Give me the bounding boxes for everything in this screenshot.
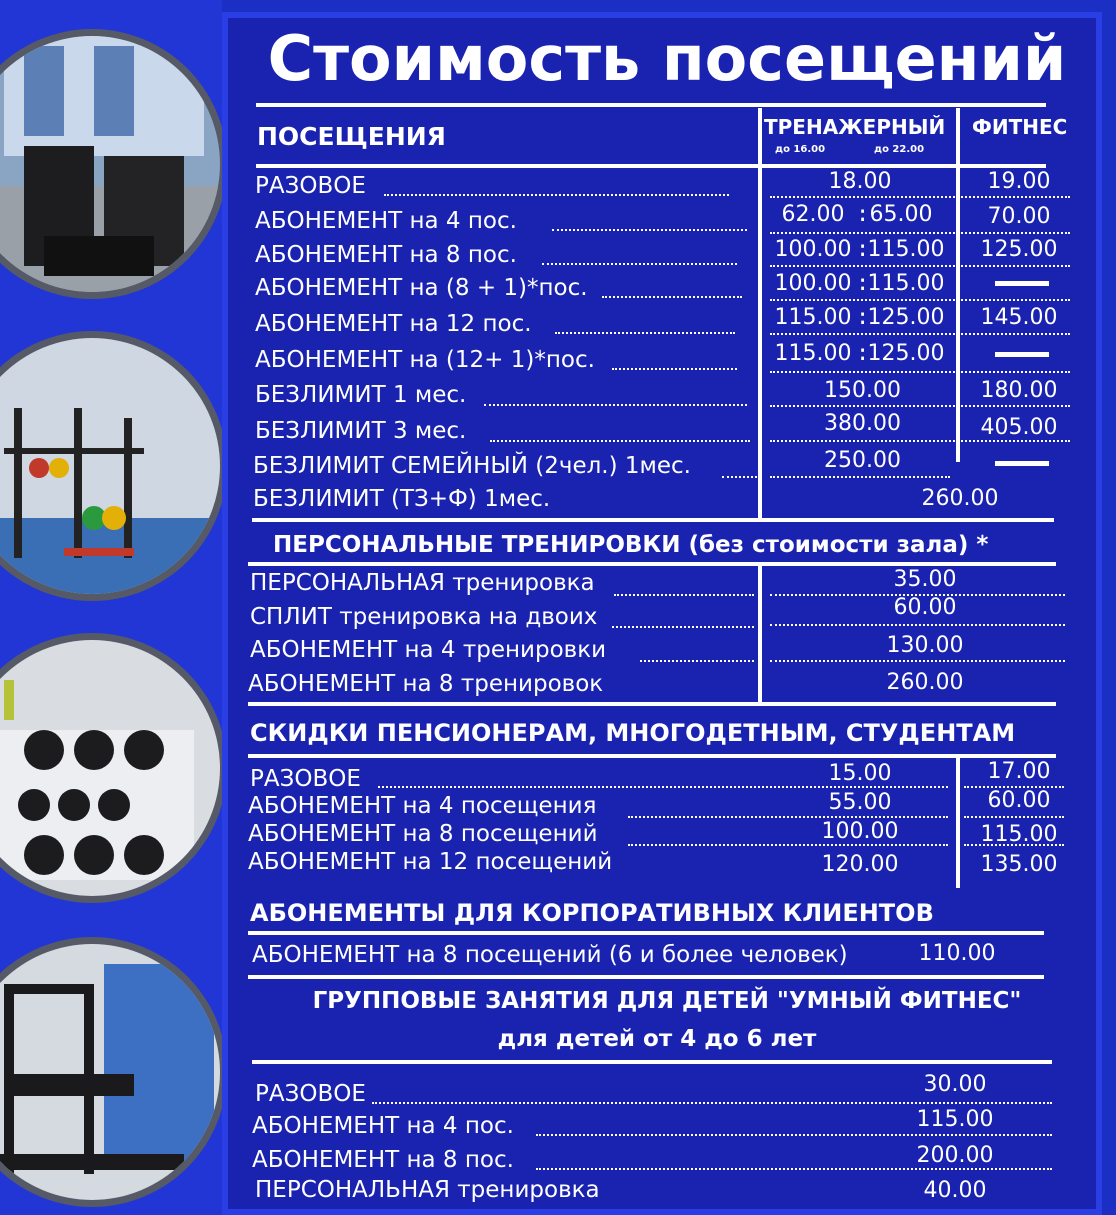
visits-bottom-line <box>252 518 1054 522</box>
photo-column <box>0 0 222 1215</box>
visits-row-label: БЕЗЛИМИТ (ТЗ+Ф) 1мес. <box>253 486 551 512</box>
column-separator: : <box>856 305 870 330</box>
discounts-header: СКИДКИ ПЕНСИОНЕРАМ, МНОГОДЕТНЫМ, СТУДЕНТАМ <box>250 719 1016 747</box>
dot-leader <box>372 1102 1052 1104</box>
discounts-row-gym: 100.00 <box>821 819 899 844</box>
dot-leader <box>964 816 1064 818</box>
visits-row-gym22: 115.00 <box>867 271 945 296</box>
kids-header: ГРУППОВЫЕ ЗАНЯТИЯ ДЛЯ ДЕТЕЙ "УМНЫЙ ФИТНЕС" <box>312 988 1022 1014</box>
column-separator: : <box>856 341 870 366</box>
photo-racks <box>0 338 220 594</box>
kids-row-label: ПЕРСОНАЛЬНАЯ тренировка <box>255 1177 600 1203</box>
discounts-row-label: РАЗОВОЕ <box>250 766 361 792</box>
visits-row-label: БЕЗЛИМИТ 3 мес. <box>255 418 467 444</box>
visits-row-gym22: 125.00 <box>867 341 945 366</box>
visits-row-fitness: 145.00 <box>980 305 1058 330</box>
dot-leader <box>552 229 747 231</box>
dot-leader <box>542 263 737 265</box>
fitness-column-divider <box>956 108 960 462</box>
visits-row-gym: 18.00 <box>828 169 892 194</box>
dot-leader <box>555 332 735 334</box>
gym-until-16-label: до 16.00 <box>775 144 826 155</box>
personal-row-label: СПЛИТ тренировка на двоих <box>250 604 598 630</box>
visits-row-label: АБОНЕМЕНТ на 8 пос. <box>255 242 517 268</box>
gym-column-header: ТРЕНАЖЕРНЫЙ <box>764 115 946 139</box>
visits-row-combined: 260.00 <box>921 486 999 511</box>
machine-image <box>0 944 220 1200</box>
photo-treadmills <box>0 36 220 292</box>
visits-row-fitness-dash <box>995 281 1049 286</box>
personal-row-price: 60.00 <box>893 595 957 620</box>
personal-row-label: АБОНЕМЕНТ на 8 тренировок <box>248 671 604 697</box>
dumbbell-image <box>0 640 220 896</box>
discounts-column-divider <box>956 756 960 888</box>
discounts-row-label: АБОНЕМЕНТ на 4 посещения <box>248 793 597 819</box>
column-separator: : <box>856 271 870 296</box>
corporate-row-price: 110.00 <box>918 941 996 966</box>
visits-row-gym16: 62.00 <box>781 202 845 227</box>
gym-column-divider <box>758 108 762 520</box>
discounts-row-fitness: 135.00 <box>980 852 1058 877</box>
visits-row-label: АБОНЕМЕНТ на 4 пос. <box>255 208 517 234</box>
dot-leader <box>770 660 1065 662</box>
corporate-row-label: АБОНЕМЕНТ на 8 посещений (6 и более человек) <box>252 942 848 968</box>
dot-leader <box>770 624 1065 626</box>
visits-row-fitness-dash <box>995 352 1049 357</box>
dot-leader <box>770 440 1070 442</box>
dot-leader <box>770 196 1070 198</box>
corporate-header-line <box>248 931 1044 935</box>
column-separator: : <box>856 202 870 227</box>
visits-row-label: РАЗОВОЕ <box>255 173 366 199</box>
kids-subheader: для детей от 4 до 6 лет <box>497 1026 817 1052</box>
title-underline <box>256 103 1046 107</box>
visits-row-fitness: 405.00 <box>980 415 1058 440</box>
kids-header-line <box>252 1060 1052 1064</box>
treadmill-image <box>0 36 220 292</box>
dot-leader <box>612 626 754 628</box>
personal-row-price: 130.00 <box>886 633 964 658</box>
kids-row-price: 30.00 <box>923 1072 987 1097</box>
discounts-row-label: АБОНЕМЕНТ на 8 посещений <box>248 821 598 847</box>
dot-leader <box>602 296 742 298</box>
visits-row-fitness: 125.00 <box>980 237 1058 262</box>
personal-column-divider <box>758 564 762 704</box>
visits-row-fitness: 19.00 <box>987 169 1051 194</box>
visits-row-gym16: 100.00 <box>774 271 852 296</box>
discounts-row-fitness: 17.00 <box>987 759 1051 784</box>
kids-row-label: РАЗОВОЕ <box>255 1081 366 1107</box>
visits-row-gym: 380.00 <box>824 411 901 436</box>
dot-leader <box>484 404 747 406</box>
rack-image <box>0 338 220 594</box>
dot-leader <box>770 333 1070 335</box>
visits-row-gym22: 115.00 <box>867 237 945 262</box>
kids-row-label: АБОНЕМЕНТ на 4 пос. <box>252 1113 514 1139</box>
visits-row-gym: 250.00 <box>824 448 901 473</box>
personal-row-price: 35.00 <box>893 567 957 592</box>
personal-row-label: АБОНЕМЕНТ на 4 тренировки <box>250 637 607 663</box>
visits-row-gym16: 100.00 <box>774 237 852 262</box>
page-title: Стоимость посещений <box>267 22 1067 95</box>
visits-row-gym16: 115.00 <box>774 305 852 330</box>
kids-row-label: АБОНЕМЕНТ на 8 пос. <box>252 1147 514 1173</box>
dot-leader <box>770 232 1070 234</box>
personal-header: ПЕРСОНАЛЬНЫЕ ТРЕНИРОВКИ (без стоимости зала) * <box>273 532 989 558</box>
dot-leader <box>770 476 950 478</box>
visits-row-label: АБОНЕМЕНТ на (12+ 1)*пос. <box>255 347 595 373</box>
dot-leader <box>384 194 729 196</box>
corporate-bottom-line <box>248 975 1044 979</box>
visits-row-gym22: 125.00 <box>867 305 945 330</box>
corporate-header: АБОНЕМЕНТЫ ДЛЯ КОРПОРАТИВНЫХ КЛИЕНТОВ <box>250 899 934 927</box>
visits-row-fitness: 180.00 <box>980 378 1058 403</box>
personal-row-label: ПЕРСОНАЛЬНАЯ тренировка <box>250 570 595 596</box>
fitness-column-header: ФИТНЕС <box>972 115 1068 139</box>
discounts-header-line <box>248 754 1056 758</box>
discounts-row-label: АБОНЕМЕНТ на 12 посещений <box>248 849 613 875</box>
discounts-row-gym: 15.00 <box>828 761 892 786</box>
dot-leader <box>722 476 757 478</box>
dot-leader <box>770 405 1070 407</box>
visits-header: ПОСЕЩЕНИЯ <box>257 122 446 151</box>
visits-row-label: АБОНЕМЕНТ на 12 пос. <box>255 311 532 337</box>
visits-row-label: БЕЗЛИМИТ 1 мес. <box>255 382 467 408</box>
dot-leader <box>612 368 737 370</box>
dot-leader <box>536 1134 1052 1136</box>
visits-row-fitness: 70.00 <box>987 204 1051 229</box>
kids-row-price: 200.00 <box>916 1143 994 1168</box>
personal-row-price: 260.00 <box>886 670 964 695</box>
dot-leader <box>614 594 754 596</box>
discounts-row-fitness: 60.00 <box>987 788 1051 813</box>
gym-until-22-label: до 22.00 <box>874 144 925 155</box>
discounts-row-gym: 120.00 <box>821 852 899 877</box>
photo-dumbbells <box>0 640 220 896</box>
visits-row-gym16: 115.00 <box>774 341 852 366</box>
photo-machine <box>0 944 220 1200</box>
visits-row-gym22: 65.00 <box>869 202 933 227</box>
visits-row-gym: 150.00 <box>824 378 901 403</box>
dot-leader <box>490 440 750 442</box>
dot-leader <box>770 371 1070 373</box>
column-separator: : <box>856 237 870 262</box>
visits-row-label: АБОНЕМЕНТ на (8 + 1)*пос. <box>255 275 588 301</box>
kids-row-price: 40.00 <box>923 1178 987 1203</box>
dot-leader <box>770 299 1070 301</box>
kids-row-price: 115.00 <box>916 1107 994 1132</box>
visits-row-label: БЕЗЛИМИТ СЕМЕЙНЫЙ (2чел.) 1мес. <box>253 453 691 479</box>
dot-leader <box>640 660 754 662</box>
dot-leader <box>964 844 1064 846</box>
visits-row-fitness-dash <box>995 461 1049 466</box>
discounts-row-fitness: 115.00 <box>980 822 1058 847</box>
personal-bottom-line <box>248 702 1056 706</box>
dot-leader <box>770 265 1070 267</box>
discounts-row-gym: 55.00 <box>828 790 892 815</box>
